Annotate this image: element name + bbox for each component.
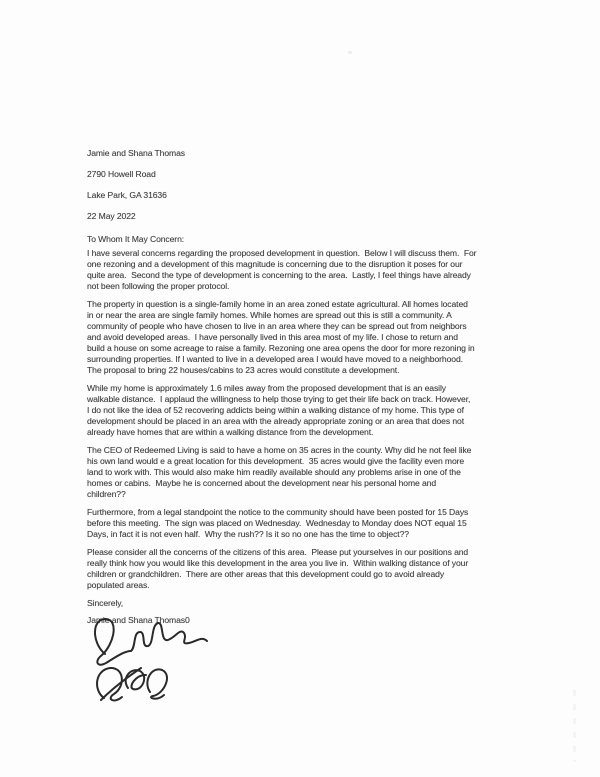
letter-text-line: before this meeting. The sign was placed on Wednesday. Wednesday to Monday does NOT equal 15	[87, 518, 467, 528]
handwritten-signature-icon	[83, 610, 215, 706]
letter-text-line: Lake Park, GA 31636	[87, 190, 167, 200]
letter-text-line: The proposal to bring 22 houses/cabins to 23 acres would constitute a development.	[87, 365, 400, 375]
paragraph-closing-request	[87, 547, 532, 591]
letter-text-line: build a house on some acreage to raise a family. Rezoning one area opens the door for more rezoning in	[87, 343, 475, 353]
letter-text-line: his own land would e a great location for this development. 35 acres would give the facility even more	[87, 456, 465, 466]
paragraph-legal-notice	[87, 507, 532, 540]
letter-text-line: walkable distance. I applaud the willingness to help those trying to get their life back on track. However,	[87, 394, 471, 404]
paragraph-walking-distance	[87, 383, 532, 438]
letter-text-line: I have several concerns regarding the proposed development in question. Below I will discuss them. For	[87, 248, 477, 258]
letter-text-line: 22 May 2022	[87, 211, 136, 221]
letter-text-line: land to work with. This would also make him readily available should any problems arise in one of the	[87, 467, 461, 477]
letter-text-line: not been following the proper protocol.	[87, 281, 230, 291]
letter-text-line: surrounding properties. If I wanted to live in a developed area I would have moved to a neighborhood.	[87, 354, 463, 364]
letter-text-line: children??	[87, 489, 126, 499]
closing-sincerely: Sincerely,	[87, 598, 124, 608]
letter-text-line: and avoid developed areas. I have personally lived in this area most of my life. I chose to return and	[87, 332, 458, 342]
letter-text-line: quite area. Second the type of development is concerning to the area. Lastly, I feel things have already	[87, 270, 471, 280]
letter-text-line: in or near the area are single family homes. While homes are spread out this is still a community. A	[87, 310, 452, 320]
letter-text-line: The CEO of Redeemed Living is said to have a home on 35 acres in the county. Why did he not feel like	[87, 445, 472, 455]
letter-text-line: populated areas.	[87, 580, 150, 590]
letter-text-line: I do not like the idea of 52 recovering addicts being within a walking distance of my home. This type of	[87, 405, 464, 415]
scan-speck-artifact	[348, 51, 352, 54]
letter-text-line: children or grandchildren. There are other areas that this development could go to avoid already	[87, 569, 445, 579]
letter-text-line: Furthermore, from a legal standpoint the notice to the community should have been posted for 15 Days	[87, 507, 469, 517]
letter-text-line: The property in question is a single-family home in an area zoned estate agricultural. All homes located	[87, 299, 468, 309]
letter-text-line: already have homes that are within a walking distance from the development.	[87, 427, 374, 437]
paragraph-property-zoning	[87, 299, 532, 376]
letter-text-line: While my home is approximately 1.6 miles away from the proposed development that is an easily	[87, 383, 446, 393]
signed-name: Jamie and Shana Thomas0	[87, 615, 190, 625]
letter-text-line: Days, in fact it is not even half. Why the rush?? Is it so no one has the time to object??	[87, 529, 409, 539]
letter-text-line: Jamie and Shana Thomas	[87, 148, 185, 158]
letter-text-line: Please consider all the concerns of the citizens of this area. Please put yourselves in our positions and	[87, 547, 469, 557]
sender-address-block	[87, 148, 532, 222]
paragraph-concerns-intro	[87, 248, 532, 292]
scan-edge-artifact	[573, 690, 576, 762]
letter-text-line: one rezoning and a development of this magnitude is concerning due to the disruption it poses for our	[87, 259, 463, 269]
letter-text-line: community of people who have chosen to live in an area where they can be spread out from neighbors	[87, 321, 467, 331]
letter-text-line: homes or cabins. Maybe he is concerned about the development near his personal home and	[87, 478, 437, 488]
letter-text-line: 2790 Howell Road	[87, 169, 156, 179]
paragraph-ceo-land	[87, 445, 532, 500]
salutation: To Whom It May Concern:	[87, 234, 185, 244]
letter-text-line: development should be placed in an area with the already appropriate zoning or an area that does not	[87, 416, 464, 426]
letter-text-line: really think how you would like this development in the area you live in. Within walking distance of your	[87, 558, 469, 568]
letter-body	[87, 148, 532, 626]
